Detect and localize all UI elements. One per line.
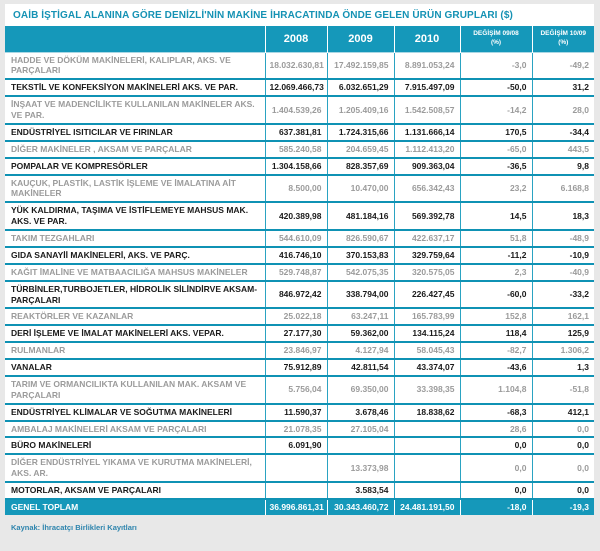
- source-note: Kaynak: İhracatçı Birlikleri Kayıtları: [11, 522, 137, 532]
- row-value: 6.091,90: [265, 437, 327, 454]
- row-value: 31,2: [532, 79, 594, 96]
- col-header-2010: 2010: [394, 26, 460, 52]
- row-value: 6.168,8: [532, 175, 594, 203]
- table-row: [5, 454, 594, 482]
- row-value: -36,5: [460, 158, 532, 175]
- row-value: 23.846,97: [265, 342, 327, 359]
- row-value: 28,0: [532, 96, 594, 124]
- row-value: 1.306,2: [532, 342, 594, 359]
- row-value: -11,2: [460, 247, 532, 264]
- row-value: 1.104,8: [460, 376, 532, 404]
- table-row: [5, 124, 594, 141]
- col-header-2009: 2009: [327, 26, 394, 52]
- export-table: [5, 26, 594, 515]
- row-value: [394, 482, 460, 499]
- table-header: [5, 26, 594, 52]
- row-value: [394, 454, 460, 482]
- row-value: 1.724.315,66: [327, 124, 394, 141]
- row-value: 14,5: [460, 202, 532, 230]
- row-value: 30.343.460,72: [327, 499, 394, 515]
- row-label: REAKTÖRLER VE KAZANLAR: [5, 308, 265, 325]
- row-value: 27.177,30: [265, 325, 327, 342]
- row-value: 846.972,42: [265, 281, 327, 309]
- table-row: [5, 79, 594, 96]
- row-value: 1.131.666,14: [394, 124, 460, 141]
- row-label: MOTORLAR, AKSAM VE PARÇALARI: [5, 482, 265, 499]
- col-header-change-10-09: [532, 26, 594, 52]
- row-value: 370.153,83: [327, 247, 394, 264]
- row-value: -34,4: [532, 124, 594, 141]
- row-value: 569.392,78: [394, 202, 460, 230]
- row-value: -14,2: [460, 96, 532, 124]
- header-row: [5, 26, 594, 52]
- row-value: -10,9: [532, 247, 594, 264]
- row-label: VANALAR: [5, 359, 265, 376]
- row-value: 18,3: [532, 202, 594, 230]
- row-value: -3,0: [460, 52, 532, 79]
- row-value: [265, 482, 327, 499]
- row-label: TEKSTİL VE KONFEKSİYON MAKİNELERİ AKS. VE PAR.: [5, 79, 265, 96]
- row-value: [327, 437, 394, 454]
- row-value: 0,0: [532, 454, 594, 482]
- row-label: POMPALAR VE KOMPRESÖRLER: [5, 158, 265, 175]
- row-value: 1.205.409,16: [327, 96, 394, 124]
- table-row: [5, 52, 594, 79]
- row-label: DERİ İŞLEME VE İMALAT MAKİNELERİ AKS. VEPAR.: [5, 325, 265, 342]
- col-header-product-group: [5, 26, 265, 52]
- row-value: 58.045,43: [394, 342, 460, 359]
- row-value: 8.500,00: [265, 175, 327, 203]
- col-header-change-09-08: [460, 26, 532, 52]
- row-value: 1,3: [532, 359, 594, 376]
- row-value: 28,6: [460, 421, 532, 438]
- row-value: 443,5: [532, 141, 594, 158]
- row-value: 204.659,45: [327, 141, 394, 158]
- row-label: GIDA SANAYİİ MAKİNELERİ, AKS. VE PARÇ.: [5, 247, 265, 264]
- row-value: 416.746,10: [265, 247, 327, 264]
- row-value: 0,0: [460, 482, 532, 499]
- row-value: -19,3: [532, 499, 594, 515]
- row-label: TAKIM TEZGAHLARI: [5, 230, 265, 247]
- row-value: 656.342,43: [394, 175, 460, 203]
- row-value: 21.078,35: [265, 421, 327, 438]
- row-label: RULMANLAR: [5, 342, 265, 359]
- row-value: 10.470,00: [327, 175, 394, 203]
- row-value: 637.381,81: [265, 124, 327, 141]
- row-value: -51,8: [532, 376, 594, 404]
- row-value: 329.759,64: [394, 247, 460, 264]
- row-value: 3.678,46: [327, 404, 394, 421]
- row-value: 36.996.861,31: [265, 499, 327, 515]
- row-value: 3.583,54: [327, 482, 394, 499]
- table-row: [5, 359, 594, 376]
- total-row: [5, 499, 594, 515]
- row-value: 152,8: [460, 308, 532, 325]
- row-label: YÜK KALDIRMA, TAŞIMA VE İSTİFLEMEYE MAHSUS MAK. AKS. VE PAR.: [5, 202, 265, 230]
- row-label: DİĞER MAKİNELER , AKSAM VE PARÇALAR: [5, 141, 265, 158]
- table-row: [5, 141, 594, 158]
- row-value: 0,0: [532, 421, 594, 438]
- row-value: [394, 421, 460, 438]
- row-value: -33,2: [532, 281, 594, 309]
- row-label: KAĞIT İMALİNE VE MATBAACILIĞA MAHSUS MAKİNELER: [5, 264, 265, 281]
- row-label: TÜRBİNLER,TURBOJETLER, HİDROLİK SİLİNDİRVE AKSAM-PARÇALARI: [5, 281, 265, 309]
- row-value: 18.032.630,81: [265, 52, 327, 79]
- row-value: 422.637,17: [394, 230, 460, 247]
- page-title: OAİB İŞTİGAL ALANINA GÖRE DENİZLİ'NİN MAKİNE İHRACATINDA ÖNDE GELEN ÜRÜN GRUPLARI ($): [5, 4, 594, 26]
- table-row: [5, 175, 594, 203]
- table-row: [5, 264, 594, 281]
- row-value: 12.069.466,73: [265, 79, 327, 96]
- row-value: -82,7: [460, 342, 532, 359]
- row-value: -43,6: [460, 359, 532, 376]
- row-value: 6.032.651,29: [327, 79, 394, 96]
- col-header-change-09-08-line2: (%): [490, 38, 502, 46]
- row-value: -65,0: [460, 141, 532, 158]
- row-value: 0,0: [460, 437, 532, 454]
- table-row: [5, 437, 594, 454]
- row-value: 51,8: [460, 230, 532, 247]
- row-label: ENDÜSTRİYEL KLİMALAR VE SOĞUTMA MAKİNELERİ: [5, 404, 265, 421]
- row-value: [394, 437, 460, 454]
- row-value: 529.748,87: [265, 264, 327, 281]
- row-value: 8.891.053,24: [394, 52, 460, 79]
- row-value: 338.794,00: [327, 281, 394, 309]
- row-value: 42.811,54: [327, 359, 394, 376]
- row-value: 1.304.158,66: [265, 158, 327, 175]
- row-value: 0,0: [532, 437, 594, 454]
- row-value: 17.492.159,85: [327, 52, 394, 79]
- table-row: [5, 202, 594, 230]
- col-header-change-10-09-line2: (%): [558, 38, 569, 46]
- row-value: -18,0: [460, 499, 532, 515]
- row-value: 826.590,67: [327, 230, 394, 247]
- row-label: AMBALAJ MAKİNELERİ AKSAM VE PARÇALARI: [5, 421, 265, 438]
- table-row: [5, 281, 594, 309]
- row-value: 585.240,58: [265, 141, 327, 158]
- row-value: 27.105,04: [327, 421, 394, 438]
- row-value: 481.184,16: [327, 202, 394, 230]
- row-value: 33.398,35: [394, 376, 460, 404]
- row-value: 7.915.497,09: [394, 79, 460, 96]
- row-value: 134.115,24: [394, 325, 460, 342]
- row-label: HADDE VE DÖKÜM MAKİNELERİ, KALIPLAR, AKS. VE PARÇALARI: [5, 52, 265, 79]
- table-row: [5, 230, 594, 247]
- row-value: 320.575,05: [394, 264, 460, 281]
- row-value: -68,3: [460, 404, 532, 421]
- row-value: 226.427,45: [394, 281, 460, 309]
- row-value: [265, 454, 327, 482]
- row-value: 542.075,35: [327, 264, 394, 281]
- row-label: İNŞAAT VE MADENCİLİKTE KULLANILAN MAKİNELER AKS. VE PAR.: [5, 96, 265, 124]
- row-value: 13.373,98: [327, 454, 394, 482]
- row-value: -48,9: [532, 230, 594, 247]
- row-value: 9,8: [532, 158, 594, 175]
- row-value: 5.756,04: [265, 376, 327, 404]
- table-row: [5, 342, 594, 359]
- col-header-change-09-08-line1: DEĞİŞİM 09/08: [473, 30, 519, 37]
- row-value: 162,1: [532, 308, 594, 325]
- table-row: [5, 96, 594, 124]
- row-label: ENDÜSTRİYEL ISITICILAR VE FIRINLAR: [5, 124, 265, 141]
- row-value: 69.350,00: [327, 376, 394, 404]
- row-value: 2,3: [460, 264, 532, 281]
- row-label: TARIM VE ORMANCILIKTA KULLANILAN MAK. AKSAM VE PARÇALARI: [5, 376, 265, 404]
- table-row: [5, 247, 594, 264]
- row-value: -40,9: [532, 264, 594, 281]
- row-value: 412,1: [532, 404, 594, 421]
- row-value: -60,0: [460, 281, 532, 309]
- row-value: -49,2: [532, 52, 594, 79]
- row-value: 43.374,07: [394, 359, 460, 376]
- table-row: [5, 376, 594, 404]
- row-value: 63.247,11: [327, 308, 394, 325]
- row-value: 1.404.539,26: [265, 96, 327, 124]
- row-value: 23,2: [460, 175, 532, 203]
- table-row: [5, 308, 594, 325]
- row-value: -50,0: [460, 79, 532, 96]
- row-label: DİĞER ENDÜSTRİYEL YIKAMA VE KURUTMA MAKİNELERİ, AKS. AR.: [5, 454, 265, 482]
- row-label: BÜRO MAKİNELERİ: [5, 437, 265, 454]
- table-row: [5, 158, 594, 175]
- row-value: 4.127,94: [327, 342, 394, 359]
- row-value: 165.783,99: [394, 308, 460, 325]
- col-header-change-10-09-line1: DEĞİŞİM 10/09: [540, 30, 587, 37]
- row-value: 909.363,04: [394, 158, 460, 175]
- row-value: 75.912,89: [265, 359, 327, 376]
- row-value: 1.112.413,20: [394, 141, 460, 158]
- table-row: [5, 482, 594, 499]
- row-value: 24.481.191,50: [394, 499, 460, 515]
- row-value: 0,0: [532, 482, 594, 499]
- row-label: GENEL TOPLAM: [5, 499, 265, 515]
- row-value: 544.610,09: [265, 230, 327, 247]
- row-value: 0,0: [460, 454, 532, 482]
- row-value: 828.357,69: [327, 158, 394, 175]
- row-value: 59.362,00: [327, 325, 394, 342]
- table-row: [5, 421, 594, 438]
- row-value: 125,9: [532, 325, 594, 342]
- row-value: 11.590,37: [265, 404, 327, 421]
- report-sheet: [5, 4, 594, 532]
- row-value: 25.022,18: [265, 308, 327, 325]
- row-value: 1.542.508,57: [394, 96, 460, 124]
- row-value: 118,4: [460, 325, 532, 342]
- col-header-2008: 2008: [265, 26, 327, 52]
- row-value: 170,5: [460, 124, 532, 141]
- row-label: KAUÇUK, PLASTİK, LASTİK İŞLEME VE İMALATINA AİT MAKİNELER: [5, 175, 265, 203]
- table-row: [5, 404, 594, 421]
- row-value: 420.389,98: [265, 202, 327, 230]
- table-row: [5, 325, 594, 342]
- table-body: [5, 52, 594, 515]
- row-value: 18.838,62: [394, 404, 460, 421]
